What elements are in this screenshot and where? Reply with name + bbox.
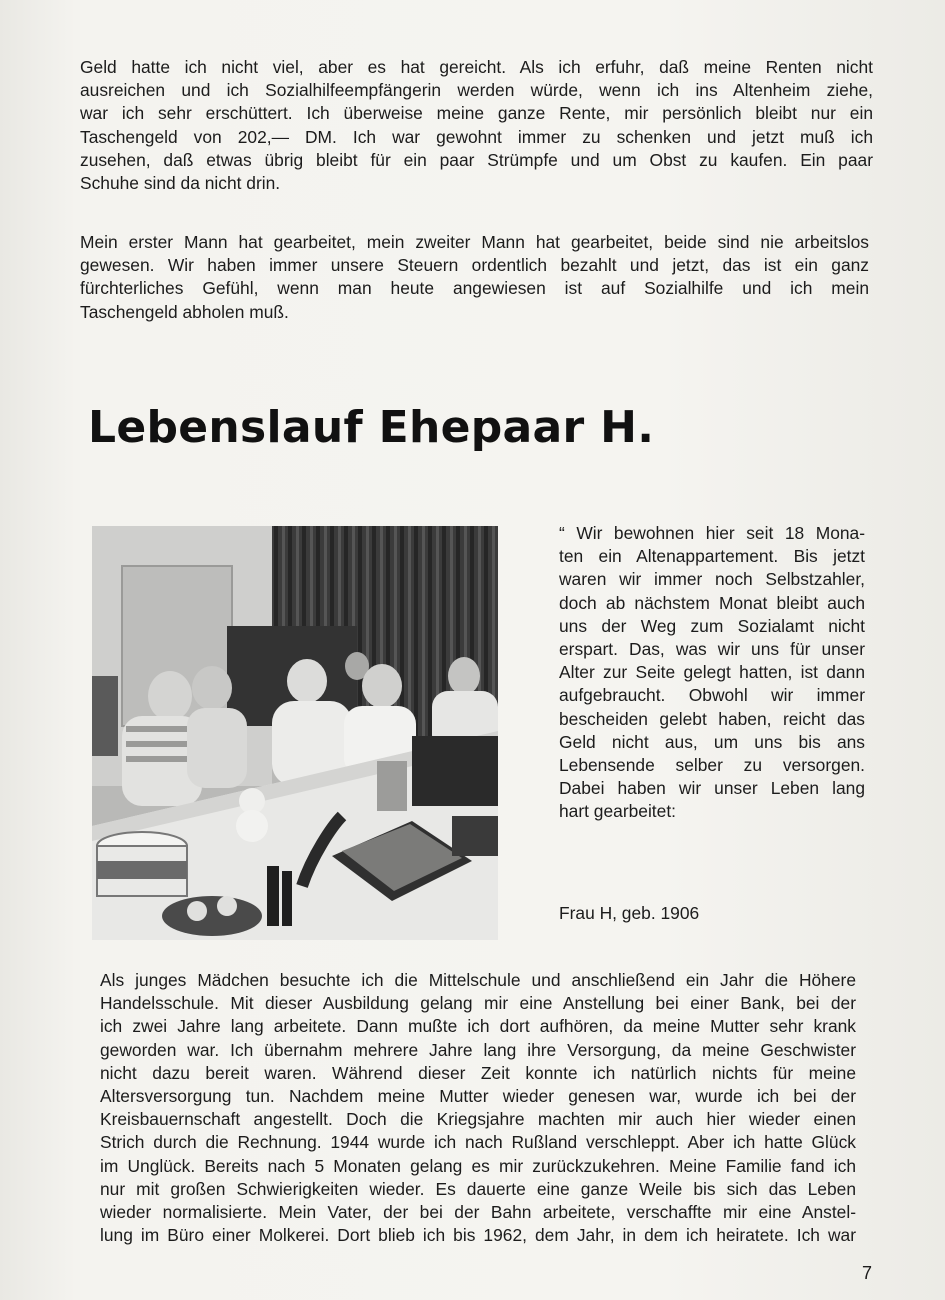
text-line: nur mit großen Schwierigkeiten wieder. Es dauerte eine ganze Weile bis sich das Leben [100,1178,856,1199]
text-line: im Unglück. Bereits nach 5 Monaten gelang es mir zurückzukehren. Meine Familie fand ich [100,1155,856,1176]
section-heading: Lebenslauf Ehepaar H. [88,402,655,453]
text-line: gewesen. Wir haben immer unsere Steuern ordentlich bezahlt und jetzt, das ist ein ganz [80,255,869,276]
text-line: Handelsschule. Mit dieser Ausbildung gelang mir eine Anstellung bei einer Bank, bei der [100,993,856,1014]
paragraph-biography [100,969,856,1247]
text-line: ich zwei Jahre lang arbeitete. Dann mußte ich dort aufhören, da meine Mutter sehr krank [100,1016,856,1037]
text-line: war ich sehr erschüttert. Ich überweise meine ganze Rente, mir persönlich bleibt nur ein [80,103,873,124]
text-line: uns der Weg zum Sozialamt nicht [559,615,865,636]
text-line: aufgebraucht. Obwohl wir immer [559,685,865,706]
text-line: zusehen, daß etwas übrig bleibt für ein paar Strümpfe und um Obst zu kaufen. Ein paar [80,149,873,170]
text-line: Dabei haben wir unser Leben lang [559,778,865,799]
page-number: 7 [862,1263,873,1283]
text-line: Strich durch die Rechnung. 1944 wurde ich nach Rußland verschleppt. Aber ich hatte Glück [100,1132,856,1153]
text-line: Geld nicht aus, um uns bis ans [559,731,865,752]
paragraph-husbands [80,231,869,324]
text-line: Als junges Mädchen besuchte ich die Mittelschule und anschließend ein Jahr die Höhere [100,970,856,990]
text-line: Alter zur Seite gelegt hatten, ist dann [559,662,865,683]
text-line: Kreisbauernschaft angestellt. Doch die Kriegsjahre machten mir auch hier wieder einen [100,1109,856,1130]
text-line: Schuhe sind da nicht drin. [80,173,281,194]
group-photo [92,526,498,940]
text-line: geworden war. Ich übernahm mehrere Jahre lang ihre Versorgung, da meine Geschwister [100,1039,856,1060]
text-line: hart gearbeitet: [559,801,676,822]
paragraph-rent [80,56,873,195]
text-line: ten ein Altenappartement. Bis jetzt [559,546,865,567]
text-line: Geld hatte ich nicht viel, aber es hat gereicht. Als ich erfuhr, daß meine Renten nicht [80,57,873,77]
text-line: Mein erster Mann hat gearbeitet, mein zweiter Mann hat gearbeitet, beide sind nie arbeitslos [80,232,869,252]
text-line: waren wir immer noch Selbstzahler, [559,569,865,590]
quote-block [559,522,865,824]
text-line: ausreichen und ich Sozialhilfeempfängerin werden würde, wenn ich ins Altenheim ziehe, [80,80,873,101]
text-line: fürchterliches Gefühl, wenn man heute angewiesen ist auf Sozialhilfe und ich mein [80,278,869,299]
text-line: Taschengeld abholen muß. [80,301,289,322]
text-line: Altersversorgung tun. Nachdem meine Mutter wieder genesen war, wurde ich bei der [100,1086,856,1107]
text-line: nicht dazu bereit waren. Während dieser Zeit konnte ich natürlich nichts für meine [100,1062,856,1083]
text-line: doch ab nächstem Monat bleibt auch [559,592,865,613]
text-line: Lebensende selber zu versorgen. [559,755,865,776]
text-line: wieder normalisierte. Mein Vater, der bei der Bahn arbeitete, verschaffte mir eine Anstel- [100,1202,856,1223]
text-line: lung im Büro einer Molkerei. Dort blieb ich bis 1962, dem Jahr, in dem ich heiratete. Ich war [100,1225,856,1246]
quote-attribution: Frau H, geb. 1906 [559,903,700,923]
text-line: bescheiden gelebt haben, reicht das [559,708,865,729]
text-line: Taschengeld von 202,— DM. Ich war gewohnt immer zu schenken und jetzt muß ich [80,126,873,147]
text-line: erspart. Das, was wir uns für unser [559,639,865,660]
text-line: “ Wir bewohnen hier seit 18 Mona- [559,523,865,543]
